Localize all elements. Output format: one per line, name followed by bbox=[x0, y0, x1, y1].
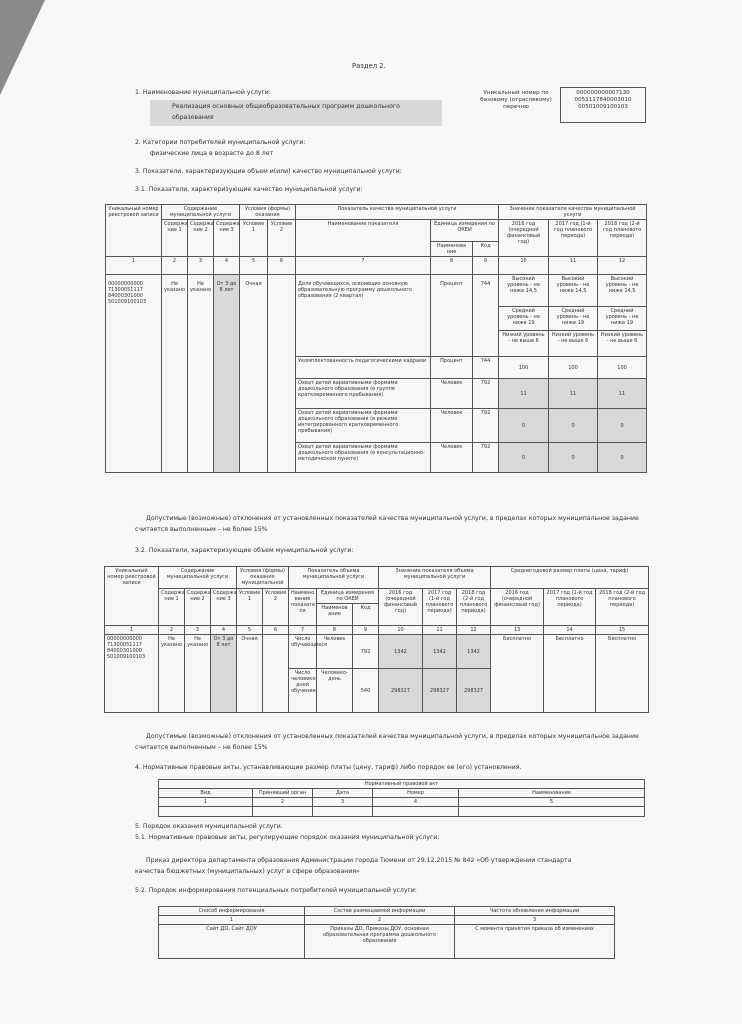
t2-num-15: 15 bbox=[596, 626, 649, 635]
t1-row5-unit: Человек bbox=[431, 443, 473, 473]
t1-row4-2016: 0 bbox=[499, 409, 549, 443]
t2-h-sod3: Содержа ние 3 bbox=[211, 589, 237, 626]
folded-corner bbox=[0, 0, 45, 95]
t2-fee-2018: Бесплатно bbox=[596, 635, 649, 713]
item32-label: 3.2. Показатели, характеризующие объем муниципальной услуги: bbox=[135, 547, 354, 554]
t2-num-6: 6 bbox=[263, 626, 289, 635]
t1-sod3: От 3 до 8 лет bbox=[214, 275, 240, 473]
t1-row4-unit: Человек bbox=[431, 409, 473, 443]
t1-row4-code: 792 bbox=[473, 409, 499, 443]
t1-h-unit-name: Наименова ние bbox=[431, 242, 473, 257]
order-line2: качества бюджетных (муниципальных) услуг в сфере образования» bbox=[135, 868, 360, 875]
item4-label: 4. Нормативные правовые акты, устанавливающие размер платы (цену, тариф) либо порядок ее (его) установления. bbox=[135, 764, 522, 771]
t3-h-kind: Вид bbox=[159, 789, 253, 798]
t2-num-10: 10 bbox=[379, 626, 423, 635]
t1-row4-2018: 0 bbox=[598, 409, 647, 443]
unique-number-line3: 00501009100103 bbox=[578, 103, 628, 110]
t2-row1-name: Число обучающихся bbox=[289, 635, 317, 669]
t2-h-unit-code: Код bbox=[353, 604, 379, 626]
item1-value-line2: образования bbox=[172, 114, 214, 121]
t1-row5-2018: 0 bbox=[598, 443, 647, 473]
t3-h-title: Наименование bbox=[459, 789, 645, 798]
t1-row4-2017: 0 bbox=[549, 409, 598, 443]
t1-row5-2016: 0 bbox=[499, 443, 549, 473]
t1-num-10: 10 bbox=[499, 257, 549, 275]
t1-row2-2016: 100 bbox=[499, 357, 549, 379]
t2-row2-2016: 298327 bbox=[379, 669, 423, 713]
section-title: Раздел 2. bbox=[352, 62, 386, 70]
t1-row1-2018-mid: Средний уровень - не ниже 19 bbox=[598, 307, 647, 331]
t1-num-3: 3 bbox=[188, 257, 214, 275]
t2-row2-code: 540 bbox=[353, 669, 379, 713]
unique-number-line2: 0051117840003010 bbox=[574, 96, 632, 103]
t1-num-11: 11 bbox=[549, 257, 598, 275]
deviation-line2: считается выполненным – не более 15% bbox=[135, 526, 268, 533]
t1-row3-2018: 11 bbox=[598, 379, 647, 409]
unique-number-label bbox=[476, 90, 556, 111]
t2-row2-2017: 298327 bbox=[423, 669, 457, 713]
t1-row1-2017-mid: Средний уровень - не ниже 19 bbox=[549, 307, 598, 331]
t4-h-freq: Частота обновления информации bbox=[455, 907, 615, 916]
t1-usl2 bbox=[268, 275, 296, 473]
t1-h-conditions: Условия (формы) оказания bbox=[240, 205, 296, 220]
t1-h-y2017: 2017 год (1-й год планового периода) bbox=[549, 220, 598, 257]
item1-label: 1. Наименование муниципальной услуги: bbox=[135, 89, 271, 96]
t1-regnum: 00000000000 71300051117 84000301000 501009100103 bbox=[106, 275, 162, 473]
t1-row2-2018: 100 bbox=[598, 357, 647, 379]
t1-row2-code: 744 bbox=[473, 357, 499, 379]
t1-h-value: Значение показателя качества муниципальной услуги bbox=[499, 205, 647, 220]
t4-num-3: 3 bbox=[455, 916, 615, 925]
t4-method: Сайт ДО, Сайт ДОУ bbox=[159, 925, 305, 959]
t1-row1-2017-low: Низкий уровень - не выше 6 bbox=[549, 331, 598, 357]
t1-row1-2016-mid: Средний уровень - не ниже 19 bbox=[499, 307, 549, 331]
t2-num-2: 2 bbox=[159, 626, 185, 635]
t1-row3-2017: 11 bbox=[549, 379, 598, 409]
t1-row1-2016-high: Высокий уровень - не ниже 14,5 bbox=[499, 275, 549, 307]
t1-h-sod2: Содержа ние 2 bbox=[188, 220, 214, 257]
t4-num-2: 2 bbox=[305, 916, 455, 925]
t2-num-12: 12 bbox=[457, 626, 491, 635]
t1-h-y2018: 2018 год (2-й год планового периода) bbox=[598, 220, 647, 257]
t1-row1-2016-low: Низкий уровень - не выше 6 bbox=[499, 331, 549, 357]
t2-num-5: 5 bbox=[237, 626, 263, 635]
t2-row1-code: 792 bbox=[353, 635, 379, 669]
unique-label-line3: перечню bbox=[503, 103, 529, 110]
volume-table bbox=[104, 566, 649, 713]
t1-h-sod1: Содержа ние 1 bbox=[162, 220, 188, 257]
t1-num-7: 7 bbox=[296, 257, 431, 275]
item2-label: 2. Категории потребителей муниципальной услуги: bbox=[135, 139, 306, 146]
t2-h-y2018: 2018 год (2-й год планового периода) bbox=[457, 589, 491, 626]
t2-h-f2018: 2018 год (2-й год планового периода) bbox=[596, 589, 649, 626]
t2-sod2: Не указано bbox=[185, 635, 211, 713]
t2-h-sod1: Содержа ние 1 bbox=[159, 589, 185, 626]
t2-usl1: Очная bbox=[237, 635, 263, 713]
t1-row2-name: Укомплектованность педагогическими кадрами bbox=[296, 357, 431, 379]
t2-row1-unit: Человек bbox=[317, 635, 353, 669]
t2-h-content: Содержание муниципальной услуги bbox=[159, 567, 237, 589]
t1-row3-name: Охват детей вариативными формами дошкольного образования (в группе кратковременного пребывания) bbox=[296, 379, 431, 409]
t1-num-8: 8 bbox=[431, 257, 473, 275]
t1-h-usl2: Условие 2 bbox=[268, 220, 296, 257]
t1-sod1: Не указано bbox=[162, 275, 188, 473]
deviation2-line2: считается выполненным – не более 15% bbox=[135, 744, 268, 751]
t2-row2-unit: Человеко-день bbox=[317, 669, 353, 713]
item31-label: 3.1. Показатели, характеризующие качество муниципальной услуги: bbox=[135, 186, 363, 193]
t1-num-5: 5 bbox=[240, 257, 268, 275]
t2-row1-2017: 1342 bbox=[423, 635, 457, 669]
t2-fee-2016: Бесплатно bbox=[491, 635, 544, 713]
item5-label: 5. Порядок оказания муниципальной услуги. bbox=[135, 823, 283, 830]
t3-empty-2 bbox=[253, 807, 313, 817]
t3-empty-4 bbox=[373, 807, 459, 817]
t1-row3-code: 792 bbox=[473, 379, 499, 409]
t1-row2-unit: Процент bbox=[431, 357, 473, 379]
unique-number-line1: 000000000007130 bbox=[576, 90, 630, 96]
t2-h-regnum: Уникальный номер реестровой записи bbox=[105, 567, 159, 626]
item1-value-line1: Реализация основных общеобразовательных программ дошкольного bbox=[172, 103, 400, 110]
t1-row3-2016: 11 bbox=[499, 379, 549, 409]
t2-h-y2016: 2016 год (очередной финансовый год) bbox=[379, 589, 423, 626]
t1-row1-2017-high: Высокий уровень - не ниже 14,5 bbox=[549, 275, 598, 307]
t1-row2-2017: 100 bbox=[549, 357, 598, 379]
t2-num-14: 14 bbox=[544, 626, 596, 635]
t3-empty-5 bbox=[459, 807, 645, 817]
deviation-line1: Допустимые (возможные) отклонения от установленных показателей качества муниципальной услуги, в пределах которых муниципальное задание bbox=[146, 515, 639, 522]
t1-h-regnum: Уникальный номер реестровой записи bbox=[106, 205, 162, 257]
t1-h-y2016: 2016 год (очередной финансовый год) bbox=[499, 220, 549, 257]
t4-num-1: 1 bbox=[159, 916, 305, 925]
t2-num-11: 11 bbox=[423, 626, 457, 635]
t3-h-num: Номер bbox=[373, 789, 459, 798]
t3-empty-1 bbox=[159, 807, 253, 817]
t2-h-volume: Показатель объема муниципальной услуги bbox=[289, 567, 379, 589]
t3-num-4: 4 bbox=[373, 798, 459, 807]
item51-label: 5.1. Нормативные правовые акты, регулирующие порядок оказания муниципальной услуги: bbox=[135, 834, 440, 841]
unique-number-box bbox=[560, 87, 646, 123]
t4-content: Приказы ДО, Приказы ДОУ, основная образовательная программа дошкольного образования bbox=[305, 925, 455, 959]
t2-h-y2017: 2017 год (1-й год планового периода) bbox=[423, 589, 457, 626]
t1-sod2: Не указано bbox=[188, 275, 214, 473]
t1-row1-2018-low: Низкий уровень - не выше 6 bbox=[598, 331, 647, 357]
quality-table bbox=[105, 204, 647, 473]
item2-value: физические лица в возрасте до 8 лет bbox=[150, 150, 274, 157]
t2-row1-2018: 1342 bbox=[457, 635, 491, 669]
t1-h-unit-code: Код bbox=[473, 242, 499, 257]
t2-h-fee: Среднегодовой размер платы (цена, тариф) bbox=[491, 567, 649, 589]
t1-h-unit: Единица измерения по ОКЕИ bbox=[431, 220, 499, 242]
t2-h-unit-name: Наименов ание bbox=[317, 604, 353, 626]
t3-num-1: 1 bbox=[159, 798, 253, 807]
unique-label-line2: базовому (отраслевому) bbox=[480, 96, 552, 103]
t4-h-content: Состав размещаемой информации bbox=[305, 907, 455, 916]
t1-num-9: 9 bbox=[473, 257, 499, 275]
acts-table bbox=[158, 779, 645, 817]
t1-row1-code: 744 bbox=[473, 275, 499, 357]
t2-usl2 bbox=[263, 635, 289, 713]
t2-h-name: Наимено вание показате ля bbox=[289, 589, 317, 626]
t2-num-1: 1 bbox=[105, 626, 159, 635]
t1-num-6: 6 bbox=[268, 257, 296, 275]
t3-num-3: 3 bbox=[313, 798, 373, 807]
t3-h-org: Принявший орган bbox=[253, 789, 313, 798]
item3-label: 3. Показатели, характеризующие объем и(или) качество муниципальной услуги: bbox=[135, 168, 402, 175]
order-line1: Приказ директора департамента образования Администрации города Тюмени от 29.12.2015 № 842 «Об утверждении стандарта bbox=[146, 857, 572, 864]
t2-h-sod2: Содержа ние 2 bbox=[185, 589, 211, 626]
t2-row2-2018: 298327 bbox=[457, 669, 491, 713]
t1-row1-name: Доля обучающихся, освоивших основную образовательную программу дошкольного образования (2 квартал) bbox=[296, 275, 431, 357]
t1-row4-name: Охват детей вариативными формами дошкольного образования (в режиме интегрированного кратковременного пребывания) bbox=[296, 409, 431, 443]
unique-label-line1: Уникальный номер по bbox=[483, 90, 549, 96]
t2-row2-name: Число человеко-дней обучения bbox=[289, 669, 317, 713]
t2-h-usl1: Условие 1 bbox=[237, 589, 263, 626]
t1-row1-unit: Процент bbox=[431, 275, 473, 357]
t2-fee-2017: Бесплатно bbox=[544, 635, 596, 713]
t1-h-quality: Показатель качества муниципальной услуги bbox=[296, 205, 499, 220]
t2-num-9: 9 bbox=[353, 626, 379, 635]
t2-sod3: От 3 до 8 лет bbox=[211, 635, 237, 713]
t2-num-13: 13 bbox=[491, 626, 544, 635]
t2-row1-2016: 1342 bbox=[379, 635, 423, 669]
t2-sod1: Не указано bbox=[159, 635, 185, 713]
t1-num-4: 4 bbox=[214, 257, 240, 275]
t1-num-2: 2 bbox=[162, 257, 188, 275]
t1-row3-unit: Человек bbox=[431, 379, 473, 409]
t1-h-usl1: Условие 1 bbox=[240, 220, 268, 257]
t4-freq: С момента принятия приказа об изменениях bbox=[455, 925, 615, 959]
t2-num-4: 4 bbox=[211, 626, 237, 635]
t1-h-name: Наименование показателя bbox=[296, 220, 431, 257]
t2-h-unit: Единица измерения по ОКЕИ bbox=[317, 589, 379, 604]
t2-h-f2016: 2016 год (очередной финансовый год) bbox=[491, 589, 544, 626]
t3-num-5: 5 bbox=[459, 798, 645, 807]
t2-regnum: 00000000000 71300051117 84000301000 501009100103 bbox=[105, 635, 159, 713]
t3-empty-3 bbox=[313, 807, 373, 817]
t1-row5-name: Охват детей вариативными формами дошкольного образования (в консультационно-методическом пункте) bbox=[296, 443, 431, 473]
t2-h-f2017: 2017 год (1-й год планового периода) bbox=[544, 589, 596, 626]
t2-h-usl2: Условие 2 bbox=[263, 589, 289, 626]
t2-num-7: 7 bbox=[289, 626, 317, 635]
t2-num-8: 8 bbox=[317, 626, 353, 635]
t3-num-2: 2 bbox=[253, 798, 313, 807]
t1-h-content: Содержание муниципальной услуги bbox=[162, 205, 240, 220]
informing-table bbox=[158, 906, 615, 959]
t1-h-sod3: Содержа ние 3 bbox=[214, 220, 240, 257]
t3-h-date: Дата bbox=[313, 789, 373, 798]
t1-row1-2018-high: Высокий уровень - не ниже 14,5 bbox=[598, 275, 647, 307]
deviation2-line1: Допустимые (возможные) отклонения от установленных показателей качества муниципальной услуги, в пределах которых муниципальное задание bbox=[146, 733, 639, 740]
t1-row5-2017: 0 bbox=[549, 443, 598, 473]
item52-label: 5.2. Порядок информирования потенциальных потребителей муниципальной услуги: bbox=[135, 887, 417, 894]
t2-h-conditions: Условия (формы) оказания муниципальной bbox=[237, 567, 289, 589]
t1-num-1: 1 bbox=[106, 257, 162, 275]
t3-h-act: Нормативный правовой акт bbox=[159, 780, 645, 789]
t1-row5-code: 792 bbox=[473, 443, 499, 473]
t4-h-method: Способ информирования bbox=[159, 907, 305, 916]
t2-num-3: 3 bbox=[185, 626, 211, 635]
t2-h-value: Значение показателя объема муниципальной услуги bbox=[379, 567, 491, 589]
t1-usl1: Очная bbox=[240, 275, 268, 473]
t1-num-12: 12 bbox=[598, 257, 647, 275]
